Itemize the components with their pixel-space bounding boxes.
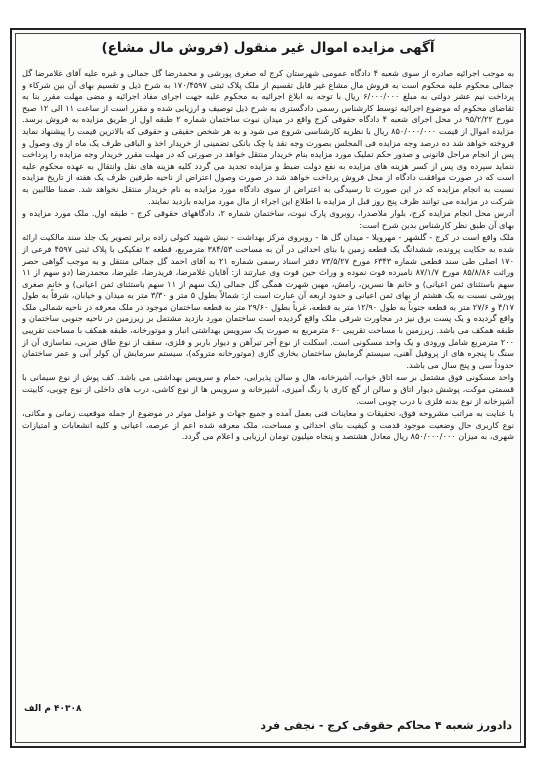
notice-title: آگهی مزایده اموال غیر منقول (فروش مال مشاع) (101, 40, 435, 56)
paragraph-valuation: با عنایت به مراتب مشروحه فوق، تحقیقات و معاینات فنی بعمل آمده و جمیع جهات و عوامل موثر در موضوع از جمله موقعیت زمانی و مکانی، نوع کاربری حال وضعیت موجود قدمت و کیفیت بنای احداثی و مساحت، ملک معرفه شده اعم از عرصه، اعیانی و کلیه انشعابات و امتیازات شهری، به میزان ۸۵۰/۰۰۰/۰۰۰ ریال معادل هشتصد و پنجاه میلیون تومان ارزیابی و اعلام می گردد. (22, 408, 514, 442)
signature-line: دادورز شعبه ۴ محاکم حقوقی کرج - نجفی فرد (260, 719, 512, 732)
paragraph-property-description: ملک واقع است در کرج - گلشهر - مهرویلا - میدان گل ها - روبروی مرکز بهداشت - نبش شهید کتولی زاده برابر تصویر یک جلد سند مالکیت ارائه شده به حکایت پرونده، ششدانگ یک قطعه زمین با بنای احداثی در آن به مساحت ۳۸۴/۵۳ مترمربع، قطعه ۲ تفکیکی با پلاک ثبتی ۴۵۹۷ فرعی از ۱۷۰ اصلی طی سند قطعی شماره ۶۳۴۳ مورخ ۷۳/۵/۲۷ دفتر اسناد رسمی شماره ۲۱ به آقای احمد گل جمالی منتقل و به موجب گواهی حصر وراثت ۸۵/۸/۸۶ مورخ ۸۷/۱/۷ نامبرده فوت نموده و وراث حین فوت وی عبارتند از: آقایان غلامرضا، فریدرضا، علیرضا، محمدرضا (دو سهم از ۱۱ سهم باستثنای ثمن اعیانی) و خانم ها نسرین، رامش، مهین شهرت همگی گل جمالی (یک سهم از ۱۱ سهم باستثنای ثمن اعیانی) و خانم صغری پورشی نسبت به یک هشتم از بهای ثمن اعیانی و حدود اربعه آن عبارت است از: شمالاً بطول ۵ متر و ۳/۳۰ متر به میدان و خیابان، شرقاً به طول ۴/۱۷ و ۲۷/۶ متر به قطعه جنوباً به طول ۱۲/۹۰ متر به قطعه، غرباً بطول ۲۹/۶۰ متر به قطعه ساختمان موجود در ملک معرفه در ناحیه شمالی ملک واقع گردیده و یک پست برق نیز در مجاورت شرقی ملک واقع گردیده است ساختمان مورد بازدید مشتمل بر زیرزمین در ناحیه جنوبی ساختمان و طبقه همکف می باشد. زیرزمین با مساحت تقریبی ۶۰ مترمربع به صورت یک سرویس بهداشتی انبار و موتورخانه، طبقه همکف با مساحت تقریبی ۲۰۰ مترمربع شامل ورودی و یک واحد مسکونی است. اسکلت از نوع آجر تیرآهن و دیوار باربر و فلزی، سقف از نوع طاق ضربی، نماسازی آن از سنگ با پنجره های از پروفیل آهنی، سیستم گرمایش ساختمان بخاری گازی (موتورخانه متروکه)، سیستم سرمایش آن کولر آبی و عمر ساختمان حدوداً سی و پنج سال می باشد. (22, 232, 514, 370)
paragraph-auction-address: آدرس محل انجام مزایده کرج، بلوار ملاصدرا، روبروی پارک نبوت، ساختمان شماره ۲، دادگاههای حقوقی کرج - طبقه اول. ملک مورد مزایده و بهای آن طبق نظر کارشناس بدین شرح است: (22, 208, 514, 230)
notice-body (22, 68, 514, 686)
reference-number: ۴۰۳۰۸ م الف (24, 704, 82, 714)
paragraph-auction-terms: به موجب اجرائیه صادره از سوی شعبه ۴ دادگاه عمومی شهرستان کرج له صغری پورشی و محمدرضا گل جمالی و غیره علیه آقای غلامرضا گل جمالی محکوم علیه محکوم است به فروش مال مشاع غیر قابل تقسیم از ملک پلاک ثبتی ۱۷۰/۴۵۹۷ به شرح ذیل و تقسیم بهای آن بین شرکاء و پرداخت نیم عشر دولتی به مبلغ ۶/۰۰۰/۰۰۰ ریال با توجه به ابلاغ اجرائیه به محکوم علیه جهت اجرای مفاد اجرائیه و مضی مهلت مقرر بنا به تقاضای محکوم له موضوع اجرائیه توسط کارشناس رسمی دادگستری به شرح ذیل توصیف و ارزیابی شده و مقرر است از ساعت ۱۱ الی ۱۲ صبح مورخ ۹۵/۲/۲۲ در محل اجرای شعبه ۴ دادگاه حقوقی کرج واقع در میدان نبوت ساختمان شماره ۲ طبقه اول از طریق مزایده به فروش برسد. مزایده اموال از قیمت ۸۵۰/۰۰۰/۰۰۰ ریال با نظریه کارشناسی شروع می شود و به هر شخص حقیقی و حقوقی که بالاترین قیمت را پیشنهاد نماید فروخته خواهد شد ده درصد وجه مزایده فی المجلس بصورت وجه نقد یا چک بانکی تضمینی از خریدار اخذ و الباقی ظرف یک ماه از وی وصول و پس از انجام مراحل قانونی و صدور حکم تملیک مورد مزایده بنام خریدار منتقل خواهد در صورتی که در مهلت مقرر خریدار وجه مزایده را پرداخت ننماید سپرده وی پس از کسر هزینه های مزایده به نفع دولت ضبط و مزایده تجدید می گردد کلیه هزینه های نقل وانتقال به عهده محکوم علیه است که در صورت موافقت دادگاه از محل فروش پرداخت خواهد شد در صورت وصول اعتراض از ناحیه طرفین ظرف یک هفته از تاریخ مزایده نسبت به انجام مزایده که در این صورت تا رسیدگی به اعتراض از سوی دادگاه مورد مزایده به نام خریدار منتقل نخواهد شد. ضمنا طالبین به شرکت در مزایده می توانند ظرف پنج روز قبل از مزایده با اطلاع این اجراء از مال مورد مزایده بازدید نمایند. (22, 68, 514, 206)
notice-frame (10, 28, 526, 748)
paragraph-unit-details: واحد مسکونی فوق مشتمل بر سه اتاق خواب، آشپزخانه، هال و سالن پذیرایی، حمام و سرویس بهداشتی می باشد. کف پوش از نوع سیمانی با قسمتی موکت، پوشش دیوار اتاق و سالن از گچ کاری با رنگ آمیزی، آشپزخانه و سرویس ها از نوع کاشی، درب های داخلی از نوع چوبی، کابینت آشپزخانه از نوع بدنه فلزی با درب چوبی است. (22, 372, 514, 406)
